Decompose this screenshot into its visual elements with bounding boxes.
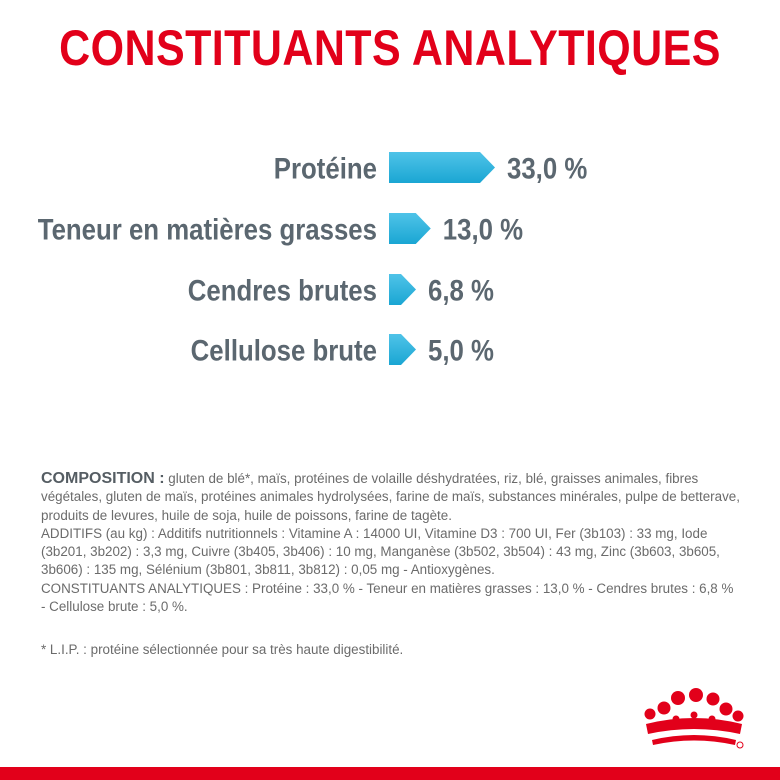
analytical-constituents-chart [0,130,780,390]
value-label: 13,0 % [442,212,524,246]
composition-heading: COMPOSITION : [41,470,165,487]
category-label: Cellulose brute [190,333,377,367]
page-title: CONSTITUANTS ANALYTIQUES [59,20,721,76]
composition-ingredients: gluten de blé*, maïs, protéines de volaille déshydratées, riz, blé, graisses animales, fibres végétales, gluten de maïs, protéines animales hydrolysées, farine de maïs, substances minérales, pulpe de betterave, produits de levures, huile de soja, huile de poissons, farine de tagète. [41,471,740,523]
bar [389,274,416,305]
value-label: 5,0 % [428,333,494,367]
footnote: * L.I.P. : protéine sélectionnée pour sa très haute digestibilité. [41,642,404,657]
category-label: Cendres brutes [187,273,377,307]
royal-canin-crown-logo [636,688,748,750]
value-label: 6,8 % [428,273,494,307]
bottom-red-bar [0,767,780,780]
category-label: Protéine [273,151,377,185]
composition-paragraph [41,470,741,525]
bar [389,213,431,244]
composition-additives: ADDITIFS (au kg) : Additifs nutritionnels : Vitamine A : 14000 UI, Vitamine D3 : 700 UI, Fer (3b103) : 33 mg, Iode (3b201, 3b202) : 3,3 mg, Cuivre (3b405, 3b406) : 10 mg, Manganèse (3b502, 3b504) : 43 mg, Zinc (3b603, 3b605, 3b606) : 135 mg, Sélénium (3b801, 3b811, 3b812) : 0,05 mg - Antioxygènes. [41,525,720,578]
composition-block [41,470,741,616]
bar [389,334,416,365]
category-label: Teneur en matières grasses [37,212,377,246]
value-label: 33,0 % [506,151,588,185]
bar [389,152,495,183]
composition-analytical: CONSTITUANTS ANALYTIQUES : Protéine : 33,0 % - Teneur en matières grasses : 13,0 % - Cendres brutes : 6,8 % - Cellulose brute : 5,0 %. [41,580,734,615]
